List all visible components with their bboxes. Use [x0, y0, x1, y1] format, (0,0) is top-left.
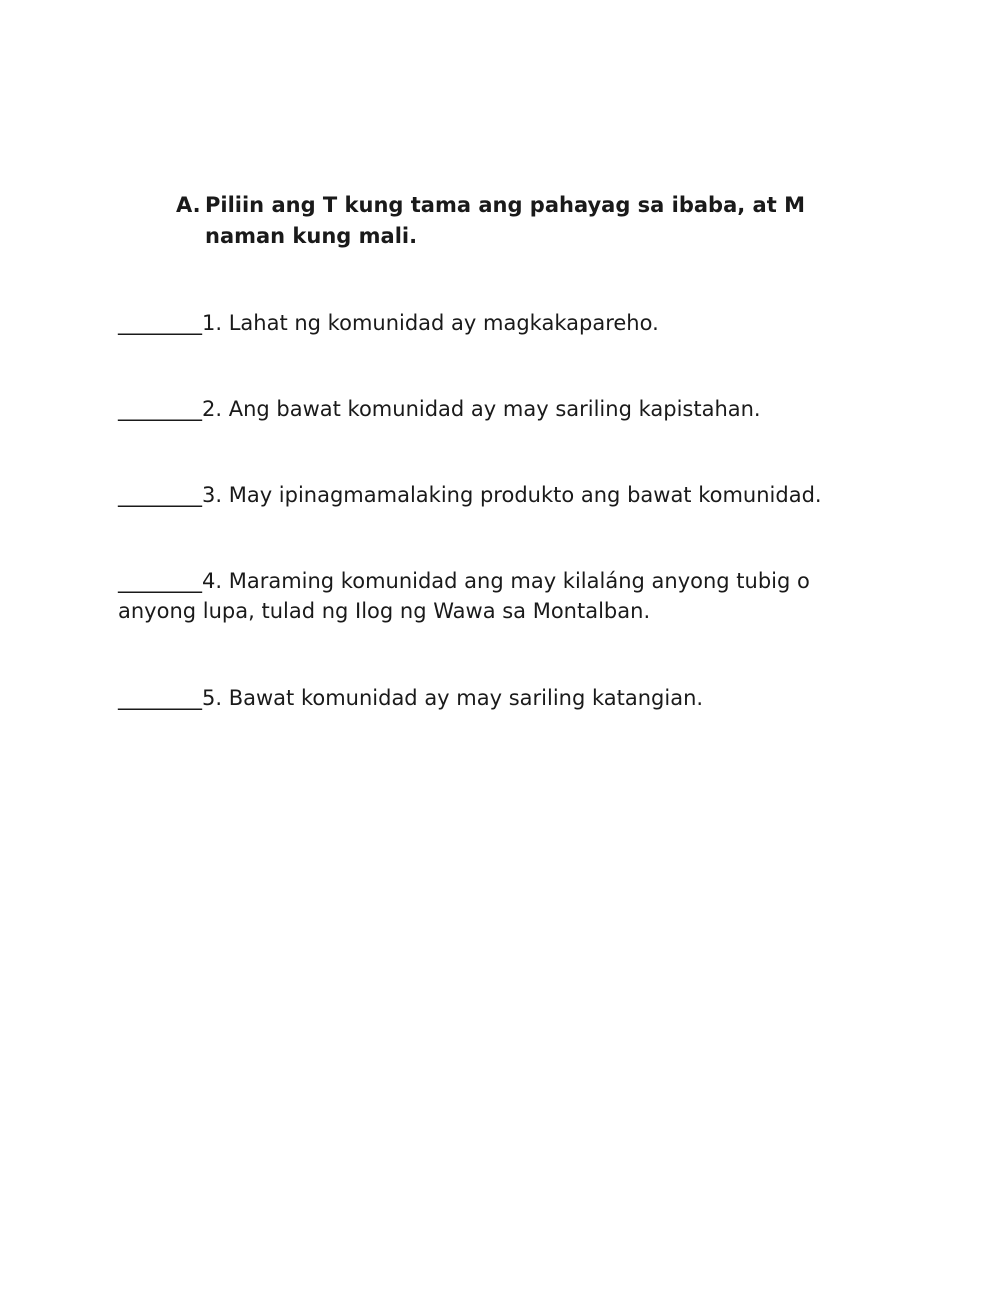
answer-blank-1[interactable]: ________ — [118, 311, 202, 335]
answer-blank-5[interactable]: ________ — [118, 686, 202, 710]
question-item-1 — [118, 308, 888, 338]
question-text-1: 1. Lahat ng komunidad ay magkakapareho. — [202, 311, 659, 335]
question-item-3 — [118, 480, 888, 510]
question-item-4 — [118, 566, 888, 626]
question-text-2: 2. Ang bawat komunidad ay may sariling kapistahan. — [202, 397, 761, 421]
answer-blank-2[interactable]: ________ — [118, 397, 202, 421]
instruction-marker: A. — [176, 193, 201, 217]
answer-blank-4[interactable]: ________ — [118, 569, 202, 593]
instruction — [176, 190, 876, 252]
instruction-text: Piliin ang T kung tama ang pahayag sa ibaba, at M naman kung mali. — [205, 193, 805, 248]
question-text-3: 3. May ipinagmamalaking produkto ang bawat komunidad. — [202, 483, 822, 507]
answer-blank-3[interactable]: ________ — [118, 483, 202, 507]
question-item-2 — [118, 394, 888, 424]
question-item-5 — [118, 683, 888, 713]
question-text-5: 5. Bawat komunidad ay may sariling katangian. — [202, 686, 704, 710]
question-text-4: 4. Maraming komunidad ang may kilaláng anyong tubig o anyong lupa, tulad ng Ilog ng Wawa sa Montalban. — [118, 569, 810, 623]
